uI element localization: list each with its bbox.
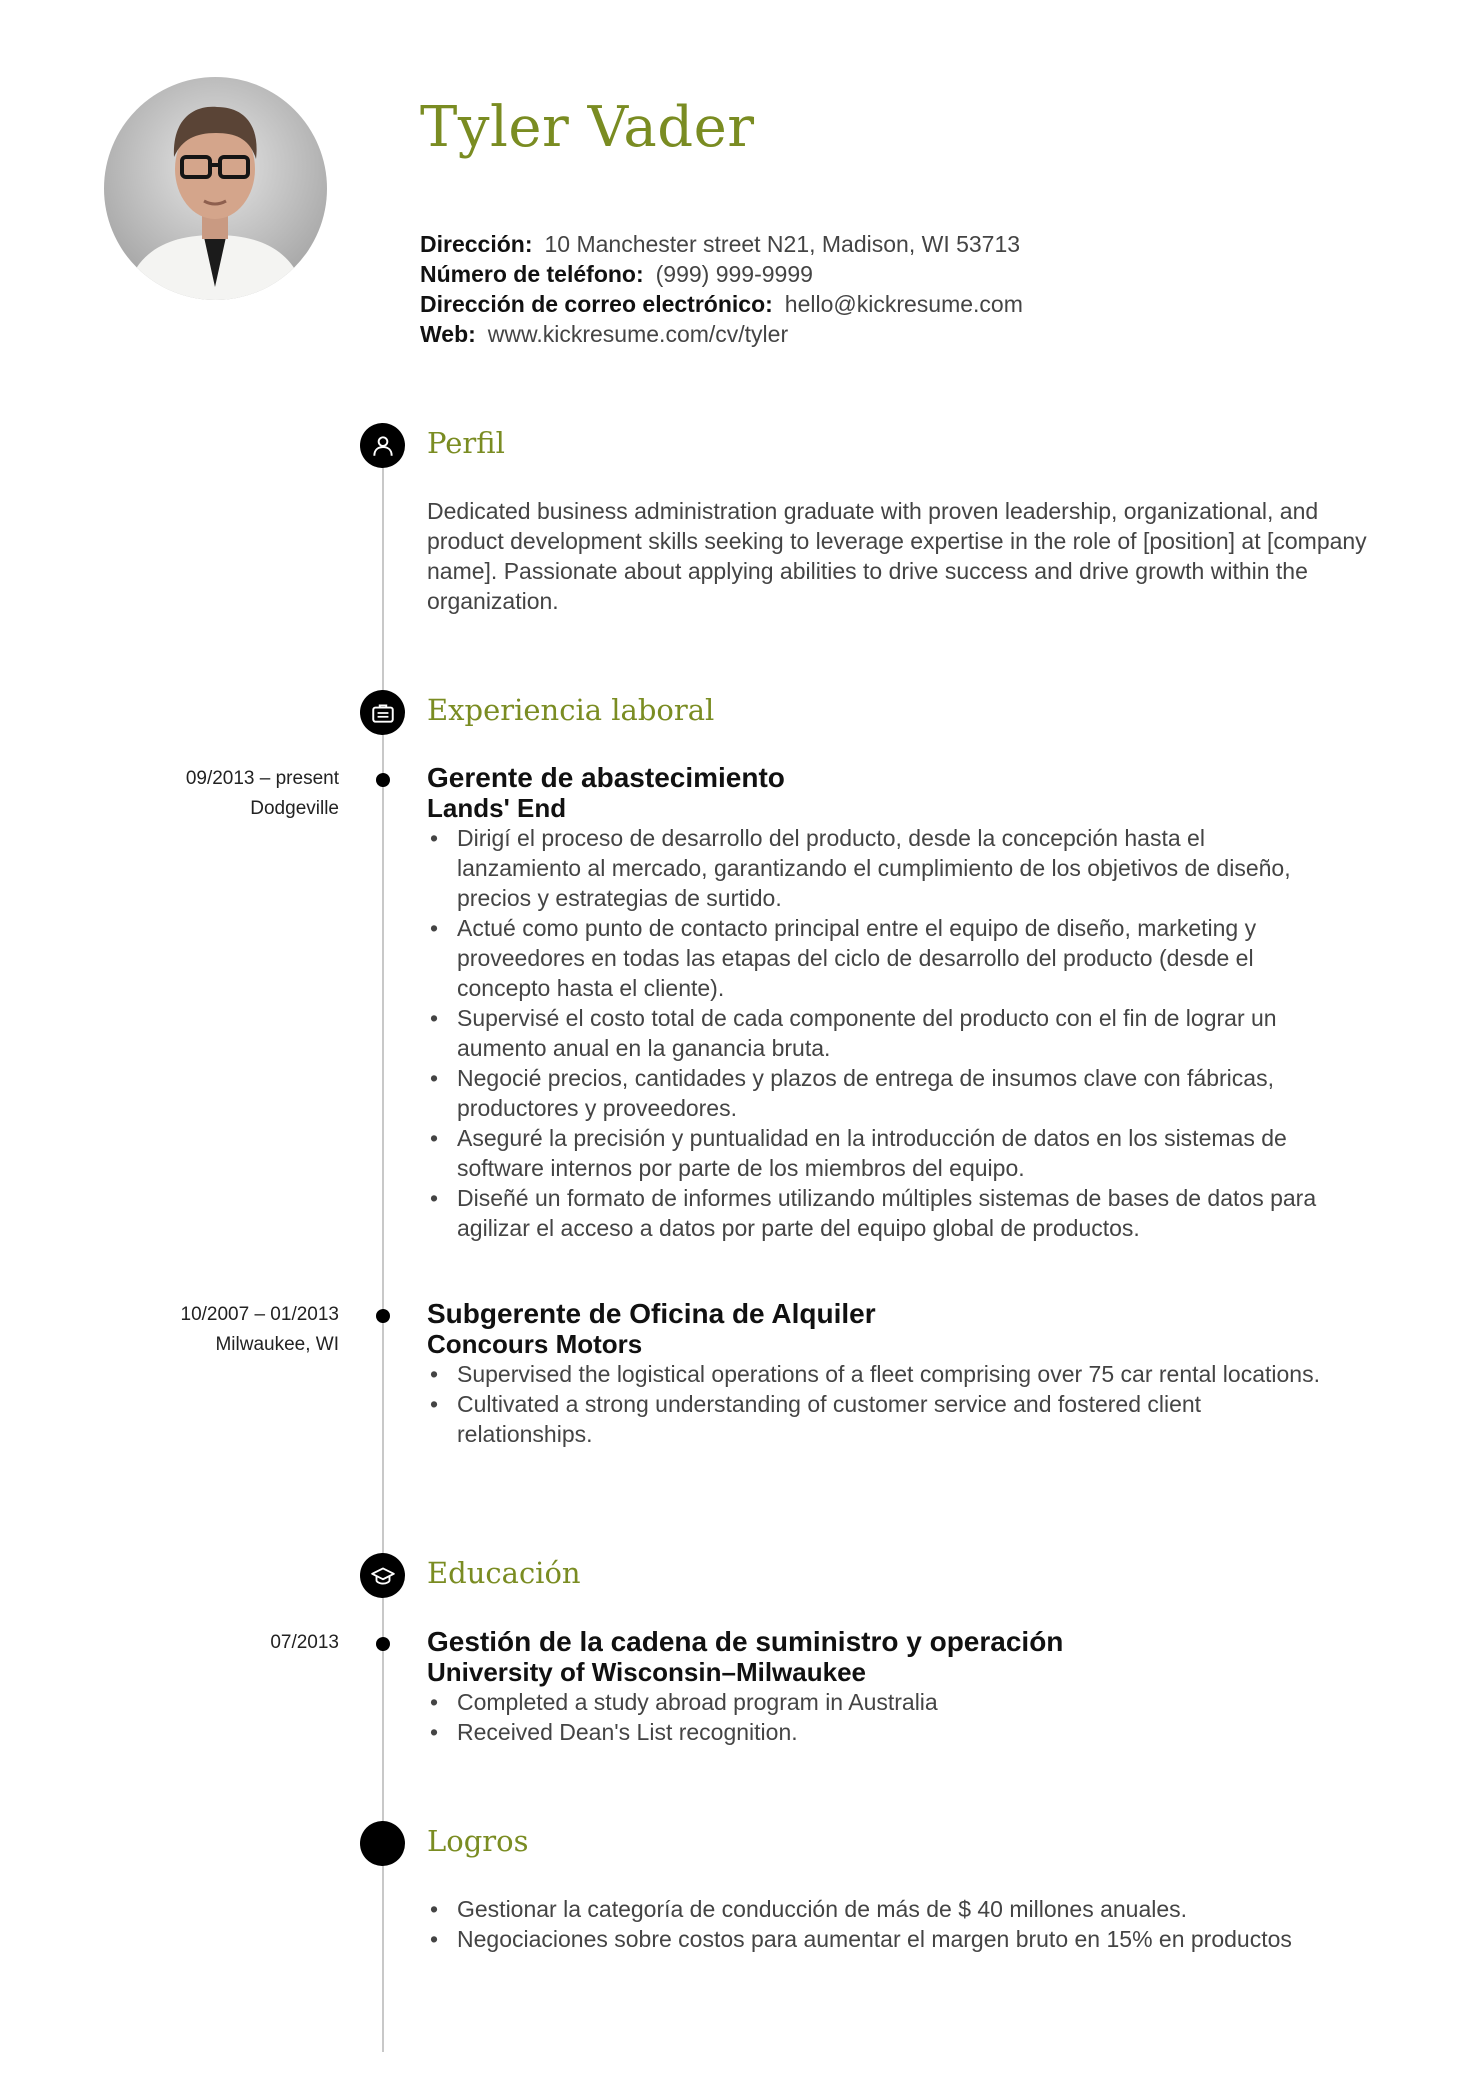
job-bullets	[427, 823, 1327, 1243]
education-entry	[427, 1627, 1327, 1747]
candidate-name: Tyler Vader	[420, 95, 755, 160]
achievement-bullets	[427, 1894, 1387, 1954]
job-meta	[186, 764, 339, 824]
contact-label: Web:	[420, 321, 476, 347]
education-meta	[270, 1628, 339, 1658]
education-bullets	[427, 1687, 1327, 1747]
timeline-dot	[376, 1637, 390, 1651]
job-location: Dodgeville	[250, 798, 339, 819]
job-meta	[181, 1300, 340, 1360]
list-item: • Dirigí el proceso de desarrollo del producto, desde la concepción hasta el lanzamiento al mercado, garantizando el cumplimiento de los objetivos de diseño, precios y estrategias de surtido.	[427, 823, 1327, 913]
section-title-profile: Perfil	[427, 426, 505, 460]
job-bullets	[427, 1359, 1327, 1449]
list-item: • Aseguré la precisión y puntualidad en la introducción de datos en los sistemas de software internos por parte de los miembros del equipo.	[427, 1123, 1327, 1183]
list-item: • Gestionar la categoría de conducción de más de $ 40 millones anuales.	[427, 1894, 1387, 1924]
job-location: Milwaukee, WI	[215, 1334, 339, 1355]
briefcase-icon	[360, 690, 405, 735]
section-title-education: Educación	[427, 1556, 581, 1590]
list-item: • Completed a study abroad program in Australia	[427, 1687, 1327, 1717]
degree-title: Gestión de la cadena de suministro y operación	[427, 1626, 1064, 1657]
list-item: • Actué como punto de contacto principal entre el equipo de diseño, marketing y proveedores en todas las etapas del ciclo de desarrollo del producto (desde el concepto hasta el cliente).	[427, 913, 1327, 1003]
job-dates: 09/2013 – present	[185, 768, 339, 789]
list-item: • Negociaciones sobre costos para aumentar el margen bruto en 15% en productos	[427, 1924, 1387, 1954]
list-item: • Diseñé un formato de informes utilizando múltiples sistemas de bases de datos para agilizar el acceso a datos por parte del equipo global de productos.	[427, 1183, 1327, 1243]
timeline-dot	[376, 773, 390, 787]
job-entry	[427, 1299, 1327, 1449]
list-item: • Supervised the logistical operations of a fleet comprising over 75 car rental locations.	[427, 1359, 1327, 1389]
contact-row-phone	[420, 259, 1023, 289]
contact-row-address	[420, 229, 1023, 259]
profile-text: Dedicated business administration graduate with proven leadership, organizational, and product development skills seeking to leverage expertise in the role of [position] at [company name]. Passionate about applying abilities to drive success and drive growth within the organization.	[427, 498, 1367, 614]
job-company: Concours Motors	[427, 1329, 643, 1359]
education-date: 07/2013	[270, 1632, 339, 1653]
contact-value: www.kickresume.com/cv/tyler	[487, 321, 789, 347]
contact-value: (999) 999-9999	[655, 261, 813, 287]
section-title-experience: Experiencia laboral	[427, 693, 715, 727]
achievements-list	[427, 1894, 1387, 1954]
contact-label: Dirección de correo electrónico:	[420, 291, 773, 317]
list-item: • Received Dean's List recognition.	[427, 1717, 1327, 1747]
school-name: University of Wisconsin–Milwaukee	[427, 1657, 867, 1687]
job-title: Gerente de abastecimiento	[427, 762, 785, 793]
timeline-dot	[376, 1309, 390, 1323]
contact-row-email	[420, 289, 1023, 319]
contact-label: Dirección:	[420, 231, 533, 257]
user-icon	[360, 423, 405, 468]
list-item: • Negocié precios, cantidades y plazos de entrega de insumos clave con fábricas, productores y proveedores.	[427, 1063, 1327, 1123]
section-title-achievements: Logros	[427, 1824, 529, 1858]
list-item: • Supervisé el costo total de cada componente del producto con el fin de lograr un aumento anual en la ganancia bruta.	[427, 1003, 1327, 1063]
list-item: • Cultivated a strong understanding of customer service and fostered client relationships.	[427, 1389, 1327, 1449]
circle-icon	[360, 1821, 405, 1866]
job-entry	[427, 763, 1327, 1243]
contact-row-web	[420, 319, 1023, 349]
contact-value: 10 Manchester street N21, Madison, WI 53713	[544, 231, 1021, 257]
job-company: Lands' End	[427, 793, 567, 823]
contact-value: hello@kickresume.com	[784, 291, 1023, 317]
timeline-line	[382, 440, 384, 2052]
contact-info	[420, 229, 1023, 349]
contact-label: Número de teléfono:	[420, 261, 644, 287]
graduation-cap-icon	[360, 1553, 405, 1598]
profile-photo	[104, 77, 327, 300]
job-title: Subgerente de Oficina de Alquiler	[427, 1298, 876, 1329]
job-dates: 10/2007 – 01/2013	[180, 1304, 339, 1325]
